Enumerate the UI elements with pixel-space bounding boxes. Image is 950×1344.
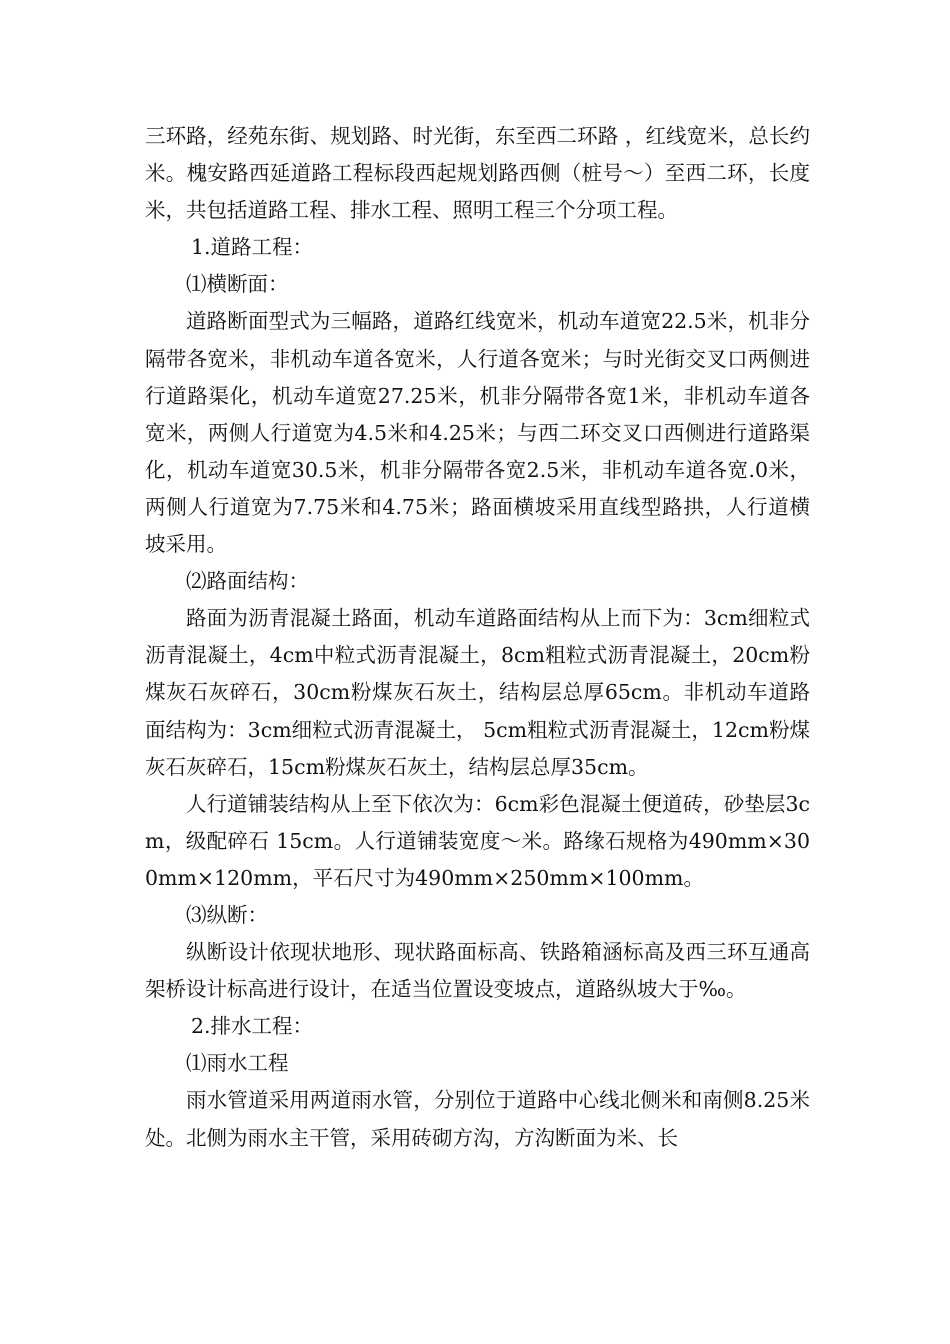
subheading-storm-water: ⑴雨水工程 xyxy=(186,1051,289,1076)
body-paragraph-pavement-structure: 路面为沥青混凝土路面，机动车道路面结构从上而下为：3cm细粒式沥青混凝土，4cm中粒式沥青混凝土，8cm粗粒式沥青混凝土，20cm粉煤灰石灰碎石，30cm粉煤灰石灰土，结构层总厚65cm。非机动车道路面结构为：3cm细粒式沥青混凝土， 5cm粗粒式沥青混凝土，12cm粉煤灰石灰碎石，15cm粉煤灰石灰土，结构层总厚35cm。 xyxy=(145,606,810,779)
body-paragraph-sidewalk: 人行道铺装结构从上至下依次为：6cm彩色混凝土便道砖，砂垫层3cm，级配碎石 15cm。人行道铺装宽度～米。路缘石规格为490mm×300mm×120mm，平石尺寸为490mm×250mm×100mm。 xyxy=(145,791,810,890)
subheading-cross-section: ⑴横断面： xyxy=(186,272,289,297)
subheading-pavement-structure: ⑵路面结构： xyxy=(186,569,309,594)
document-body xyxy=(145,118,810,1157)
body-paragraph-cross-section: 道路断面型式为三幅路，道路红线宽米，机动车道宽22.5米，机非分隔带各宽米，非机动车道各宽米，人行道各宽米；与时光街交叉口两侧进行道路渠化，机动车道宽27.25米，机非分隔带各宽1米，非机动车道各宽米，两侧人行道宽为4.5米和4.25米；与西二环交叉口西侧进行道路渠化，机动车道宽30.5米，机非分隔带各宽2.5米，非机动车道各宽.0米，两侧人行道宽为7.75米和4.75米；路面横坡采用直线型路拱，人行道横坡采用。 xyxy=(145,309,810,557)
body-paragraph-storm-water: 雨水管道采用两道雨水管，分别位于道路中心线北侧米和南侧8.25米处。北侧为雨水主干管，采用砖砌方沟，方沟断面为米、长 xyxy=(145,1088,810,1150)
section-heading-drainage-works: 2.排水工程： xyxy=(191,1014,314,1039)
section-heading-road-works: 1.道路工程： xyxy=(191,235,314,260)
subheading-longitudinal: ⑶纵断： xyxy=(186,902,268,927)
body-paragraph-continued: 三环路，经苑东街、规划路、时光街，东至西二环路 ，红线宽米，总长约米。槐安路西延道路工程标段西起规划路西侧（桩号～）至西二环，长度米，共包括道路工程、排水工程、照明工程三个分项工程。 xyxy=(145,124,810,223)
body-paragraph-longitudinal: 纵断设计依现状地形、现状路面标高、铁路箱涵标高及西三环互通高架桥设计标高进行设计，在适当位置设变坡点，道路纵坡大于‰。 xyxy=(145,940,810,1002)
